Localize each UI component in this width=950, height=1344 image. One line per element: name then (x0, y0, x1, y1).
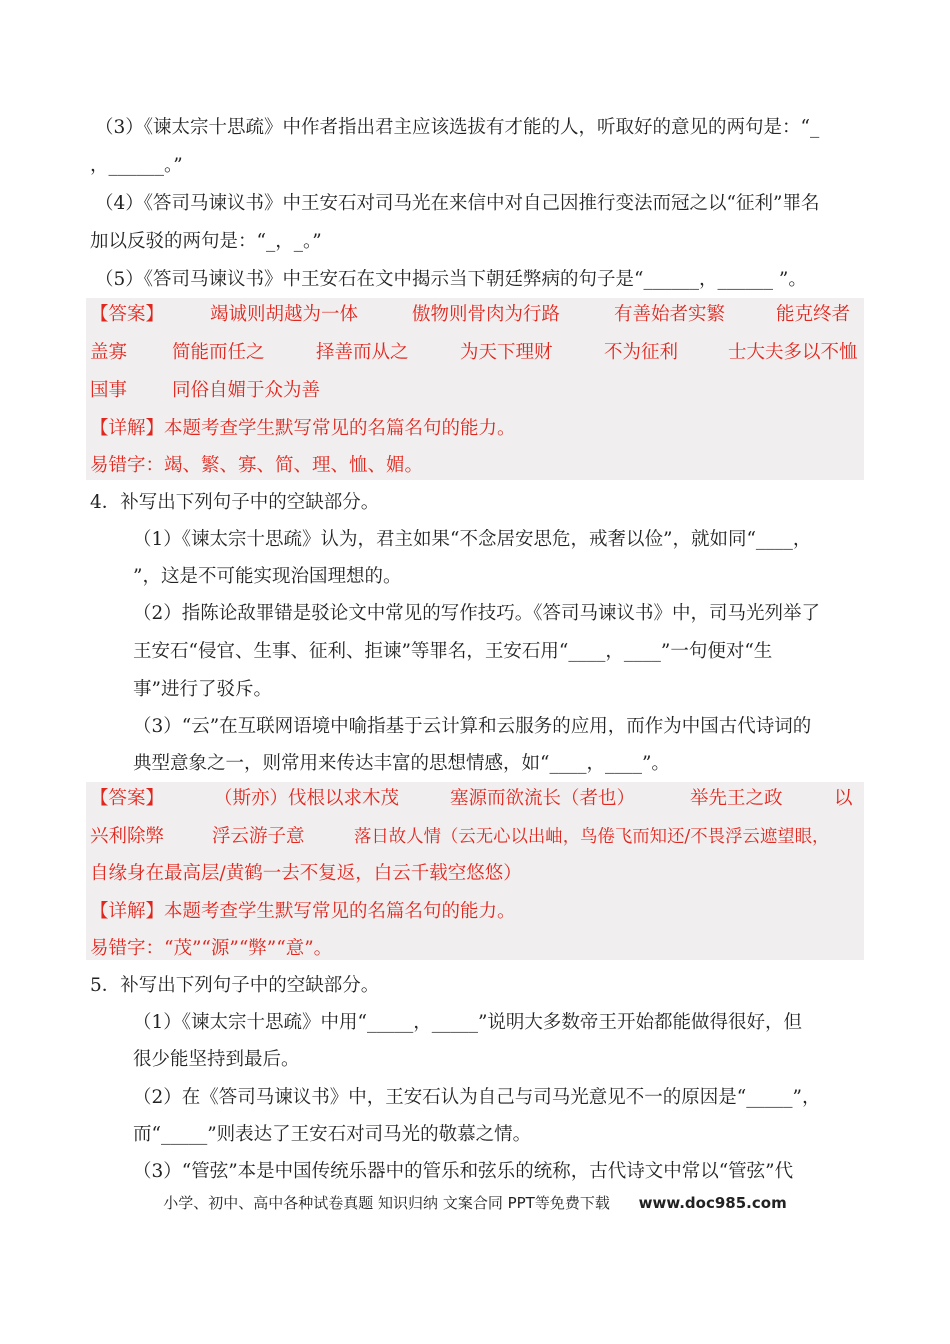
answer-item: 竭诚则胡越为一体 (210, 304, 359, 325)
answer-item: 同俗自媚于众为善 (172, 380, 321, 401)
answer-label: 【答案】 (90, 788, 165, 809)
answer-item: 落日故人情（云无心以出岫，鸟倦飞而知还/不畏浮云遮望眼， (354, 827, 830, 847)
footer-text: 小学、初中、高中各种试卷真题 知识归纳 文案合同 PPT等免费下载 (163, 1194, 610, 1212)
q3-item5-line1: （5）《答司马谏议书》中王安石在文中揭示当下朝廷弊病的句子是“______，______ ”。 (95, 269, 807, 290)
answer-item: 能克终者 (776, 304, 851, 325)
q4-item1-line2: ”，这是不可能实现治国理想的。 (133, 566, 402, 587)
q3-item3-line2: ，______。” (90, 155, 183, 176)
errors-2: 易错字：“茂”“源”“弊”“意”。 (90, 938, 333, 959)
answer-label: 【答案】 (90, 304, 165, 325)
q5-item1-line1: （1）《谏太宗十思疏》中用“_____，_____”说明大多数帝王开始都能做得很好，但 (133, 1012, 802, 1033)
q4-item1-line1: （1）《谏太宗十思疏》认为，君主如果“不念居安思危，戒奢以俭”，就如同“____， (133, 529, 812, 550)
answer-1-row1 (90, 302, 860, 328)
answer-item: 盖寡 (90, 342, 128, 363)
answer-item: 为天下理财 (460, 342, 553, 363)
q5-item2-line1: （2）在《答司马谏议书》中，王安石认为自己与司马光意见不一的原因是“_____”， (133, 1087, 821, 1108)
footer-url[interactable]: www.doc985.com (638, 1194, 787, 1212)
q5-item1-line2: 很少能坚持到最后。 (133, 1049, 300, 1070)
answer-item: 浮云游子意 (212, 826, 305, 847)
answer-item: 塞源而欲流长（者也） (450, 788, 636, 809)
q3-item4-line2: 加以反驳的两句是：“_，_。” (90, 231, 322, 252)
q5-item3-line1: （3）“管弦”本是中国传统乐器中的管乐和弦乐的统称，古代诗文中常以“管弦”代 (133, 1161, 794, 1182)
q4-item3-line1: （3）“云”在互联网语境中喻指基于云计算和云服务的应用，而作为中国古代诗词的 (133, 716, 812, 737)
q4-item2-line2: 王安石“侵官、生事、征利、拒谏”等罪名，王安石用“____，____”一句便对“生 (133, 641, 773, 662)
answer-item: 兴利除弊 (90, 826, 165, 847)
answer-2-row3 (90, 861, 860, 887)
answer-item: 国事 (90, 380, 128, 401)
page-footer (0, 1192, 950, 1213)
answer-item: 傲物则骨肉为行路 (412, 304, 561, 325)
q4-item3-line2: 典型意象之一，则常用来传达丰富的思想情感，如“____，____”。 (133, 753, 670, 774)
answer-item: 举先王之政 (690, 788, 783, 809)
answer-item: （斯亦）伐根以求木茂 (214, 788, 400, 809)
answer-item: 简能而任之 (172, 342, 265, 363)
detail-2: 【详解】本题考查学生默写常见的名篇名句的能力。 (90, 901, 516, 922)
q4-item2-line3: 事”进行了驳斥。 (133, 679, 272, 700)
q3-item4-line1: （4）《答司马谏议书》中王安石对司马光在来信中对自己因推行变法而冠之以“征利”罪名 (95, 193, 820, 214)
answer-item: 择善而从之 (316, 342, 409, 363)
answer-item: 士大夫多以不恤 (728, 342, 858, 363)
answer-1-row3 (90, 378, 860, 404)
q4-title: 4．补写出下列句子中的空缺部分。 (90, 492, 380, 513)
errors-1: 易错字：竭、繁、寡、简、理、恤、媚。 (90, 455, 424, 476)
answer-item: 有善始者实繁 (614, 304, 726, 325)
answer-item: 以 (834, 788, 853, 809)
q5-title: 5．补写出下列句子中的空缺部分。 (90, 975, 380, 996)
answer-item: 不为征利 (604, 342, 679, 363)
answer-item: 自缘身在最高层/黄鹤一去不复返，白云千载空悠悠） (90, 863, 522, 884)
answer-2-row2 (90, 824, 865, 850)
q4-item2-line1: （2）指陈论敌罪错是驳论文中常见的写作技巧。《答司马谏议书》中，司马光列举了 (133, 603, 821, 624)
q3-item3-line1: （3）《谏太宗十思疏》中作者指出君主应该选拔有才能的人，听取好的意见的两句是：“_ (95, 117, 820, 138)
detail-1: 【详解】本题考查学生默写常见的名篇名句的能力。 (90, 418, 516, 439)
answer-1-row2 (90, 340, 860, 366)
answer-2-row1 (90, 786, 860, 812)
q5-item2-line2: 而“_____”则表达了王安石对司马光的敬慕之情。 (133, 1124, 532, 1145)
